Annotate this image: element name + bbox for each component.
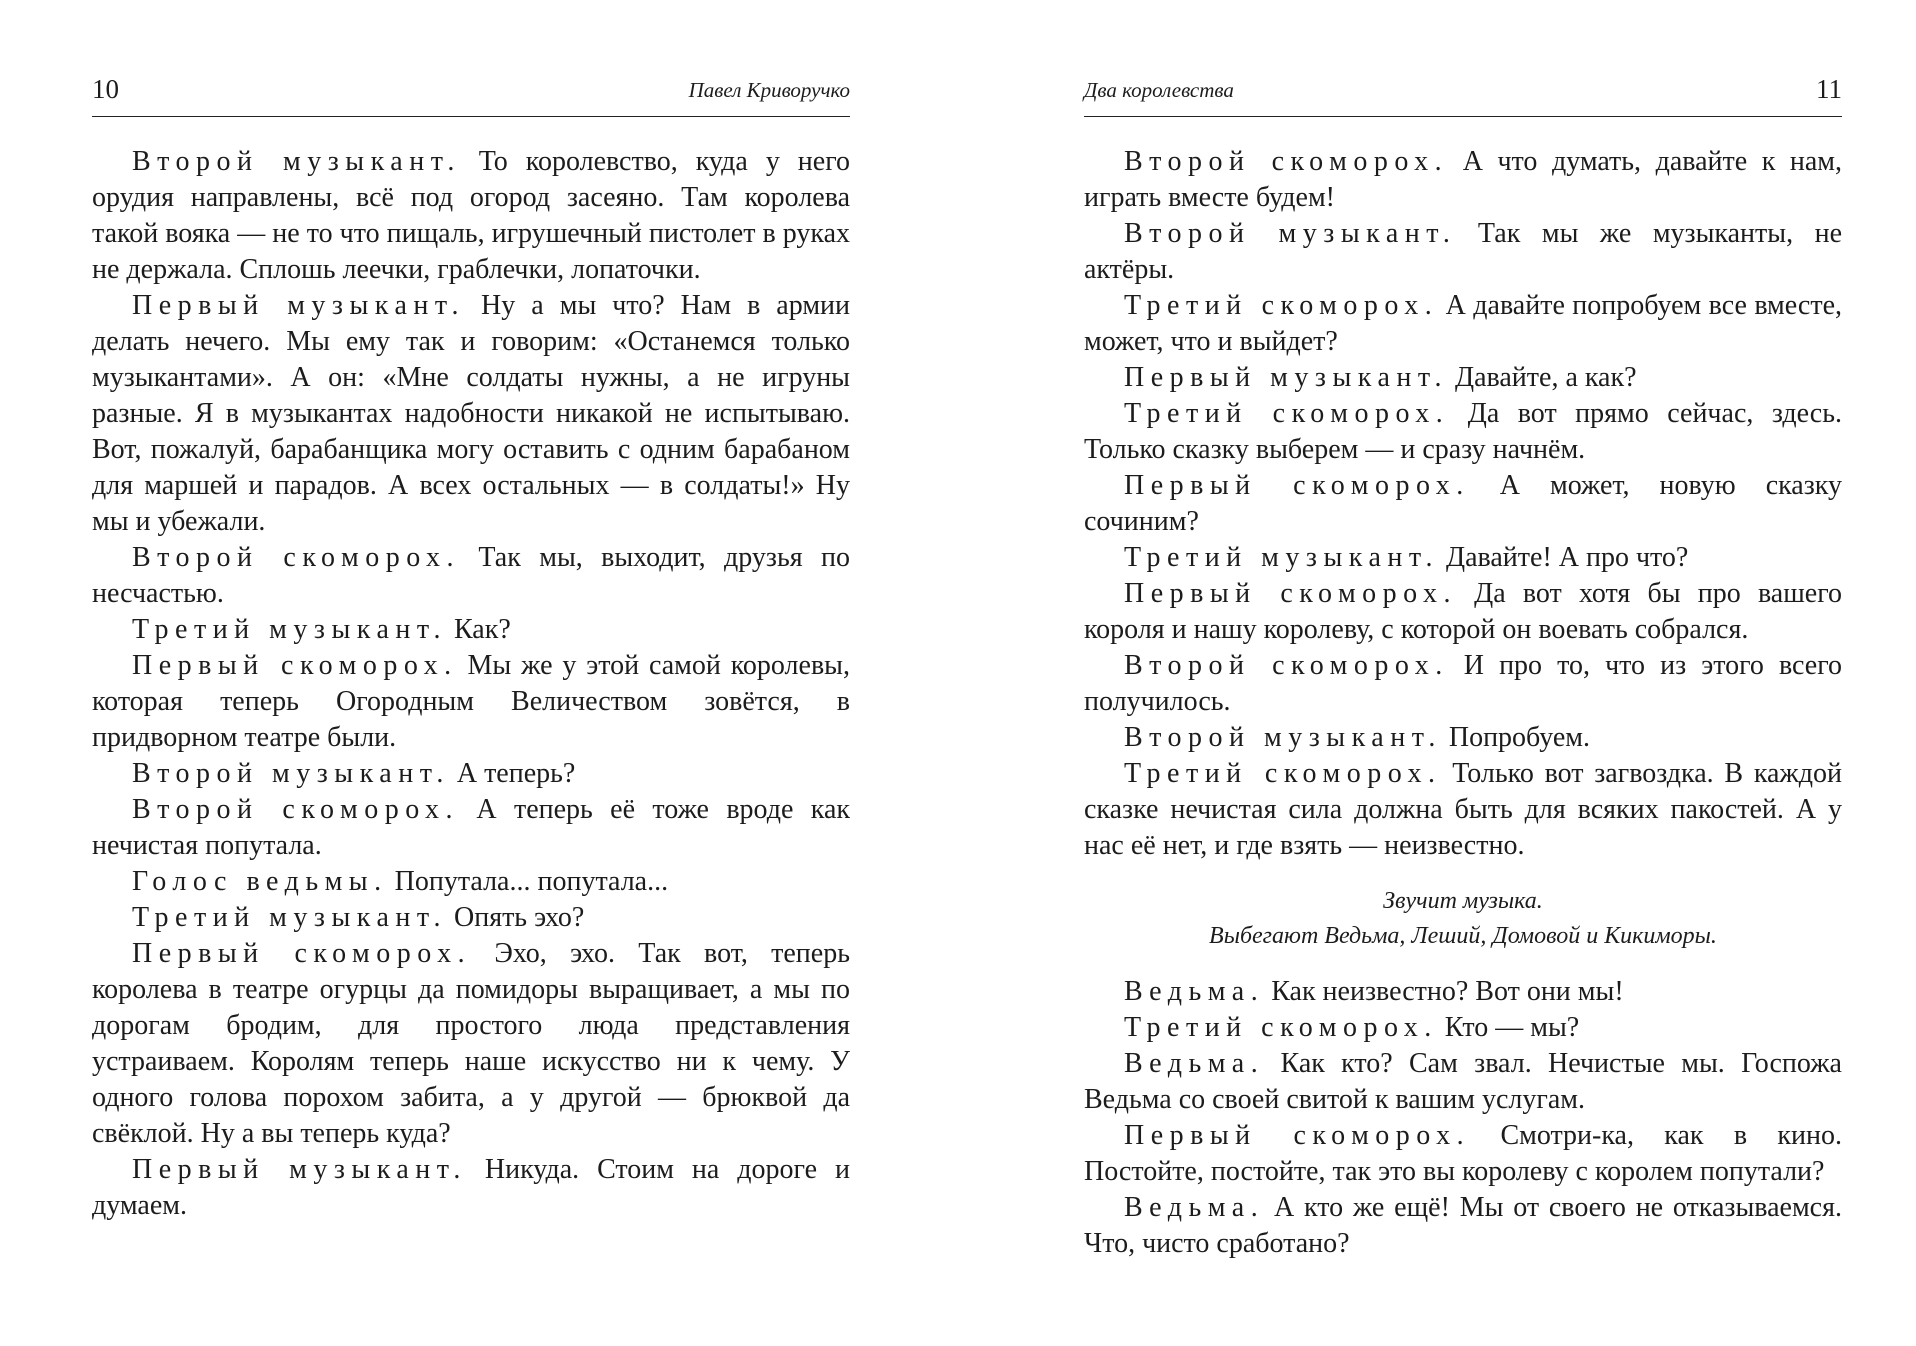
dialogue-paragraph bbox=[1084, 1046, 1842, 1118]
right-body-text bbox=[1084, 144, 1842, 1262]
left-running-title: Павел Криворучко bbox=[688, 78, 850, 102]
speaker-name: Третий музыкант. bbox=[1124, 542, 1439, 573]
speaker-name: Второй скоморох. bbox=[1124, 650, 1449, 681]
dialogue-paragraph bbox=[92, 648, 850, 756]
dialogue-paragraph bbox=[92, 612, 850, 648]
dialogue-text: Эхо, эхо. Так вот, теперь королева в театре огурцы да помидоры выращивает, а мы по дорогам бродим, для простого люда представления устраиваем. Королям теперь наше искусство ни к чему. У одного голова порохом забита, а у другой — брюквой да свёклой. Ну а вы теперь куда? bbox=[92, 938, 850, 1149]
speaker-name: Третий скоморох. bbox=[1124, 290, 1439, 321]
left-body-text bbox=[92, 144, 850, 1224]
dialogue-text: А давайте попробуем все вместе, может, что и выйдет? bbox=[1084, 290, 1842, 357]
dialogue-paragraph bbox=[92, 756, 850, 792]
dialogue-paragraph bbox=[1084, 216, 1842, 288]
dialogue-text: А кто же ещё! Мы от своего не отказываемся. Что, чисто сработано? bbox=[1084, 1192, 1842, 1259]
speaker-name: Второй скоморох. bbox=[132, 794, 459, 825]
stage-direction-line: Выбегают Ведьма, Леший, Домовой и Кикиморы. bbox=[1209, 923, 1717, 949]
dialogue-text: Опять эхо? bbox=[446, 902, 585, 933]
dialogue-text: А может, новую сказку сочиним? bbox=[1084, 470, 1842, 537]
speaker-name: Первый скоморох. bbox=[132, 650, 458, 681]
dialogue-paragraph bbox=[92, 288, 850, 540]
dialogue-text: Мы же у этой самой королевы, которая теперь Огородным Величеством зовётся, в придворном театре были. bbox=[92, 650, 850, 753]
dialogue-paragraph bbox=[1084, 288, 1842, 360]
right-running-title: Два королевства bbox=[1084, 78, 1234, 102]
stage-direction bbox=[1084, 884, 1842, 954]
speaker-name: Ведьма. bbox=[1124, 1048, 1265, 1079]
right-running-head bbox=[1084, 72, 1842, 117]
dialogue-text: Попутала... попутала... bbox=[387, 866, 669, 897]
dialogue-text: Так мы же музыканты, не актёры. bbox=[1084, 218, 1842, 285]
speaker-name: Второй музыкант. bbox=[132, 758, 450, 789]
left-page-number: 10 bbox=[92, 74, 119, 104]
dialogue-paragraph bbox=[92, 792, 850, 864]
speaker-name: Третий музыкант. bbox=[132, 902, 447, 933]
dialogue-text: Никуда. Стоим на дороге и думаем. bbox=[92, 1154, 850, 1221]
dialogue-paragraph bbox=[1084, 468, 1842, 540]
stage-direction-line: Звучит музыка. bbox=[1383, 888, 1543, 914]
dialogue-text: Как? bbox=[446, 614, 511, 645]
dialogue-text: Только вот загвоздка. В каждой сказке нечистая сила должна быть для всяких пакостей. А у нас её нет, и где взять — неизвестно. bbox=[1084, 758, 1842, 861]
dialogue-text: И про то, что из этого всего получилось. bbox=[1084, 650, 1843, 717]
dialogue-paragraph bbox=[1084, 648, 1842, 720]
speaker-name: Первый скоморох. bbox=[1124, 470, 1470, 501]
speaker-name: Первый скоморох. bbox=[1124, 578, 1457, 609]
dialogue-paragraph bbox=[92, 144, 850, 288]
dialogue-paragraph bbox=[1084, 576, 1842, 648]
dialogue-paragraph bbox=[1084, 720, 1842, 756]
dialogue-text: Как неизвестно? Вот они мы! bbox=[1264, 976, 1624, 1007]
dialogue-paragraph bbox=[1084, 396, 1842, 468]
speaker-name: Третий скоморох. bbox=[1124, 758, 1442, 789]
dialogue-paragraph bbox=[1084, 974, 1842, 1010]
dialogue-paragraph bbox=[92, 1152, 850, 1224]
dialogue-text: То королевство, куда у него орудия направлены, всё под огород засеяно. Там королева такой вояка — не то что пищаль, игрушечный пистолет в руках не держала. Сплошь леечки, граблечки, лопаточки. bbox=[92, 146, 851, 285]
speaker-name: Второй музыкант. bbox=[132, 146, 461, 177]
dialogue-paragraph bbox=[1084, 540, 1842, 576]
dialogue-text: А теперь её тоже вроде как нечистая попутала. bbox=[92, 794, 851, 861]
dialogue-paragraph bbox=[1084, 1190, 1842, 1262]
dialogue-paragraph bbox=[92, 900, 850, 936]
dialogue-paragraph bbox=[92, 864, 850, 900]
dialogue-text: Как кто? Сам звал. Нечистые мы. Госпожа Ведьма со своей свитой к вашим услугам. bbox=[1084, 1048, 1842, 1115]
dialogue-text: Кто — мы? bbox=[1437, 1012, 1580, 1043]
right-page bbox=[1084, 0, 1842, 1346]
dialogue-paragraph bbox=[92, 936, 850, 1152]
right-page-number: 11 bbox=[1816, 74, 1842, 104]
speaker-name: Первый скоморох. bbox=[1124, 1120, 1471, 1151]
speaker-name: Третий скоморох. bbox=[1124, 1012, 1438, 1043]
speaker-name: Первый скоморох. bbox=[132, 938, 472, 969]
dialogue-text: А что думать, давайте к нам, играть вместе будем! bbox=[1084, 146, 1843, 213]
dialogue-paragraph bbox=[1084, 144, 1842, 216]
speaker-name: Ведьма. bbox=[1124, 1192, 1265, 1223]
left-running-head bbox=[92, 72, 850, 117]
dialogue-text: Попробуем. bbox=[1441, 722, 1591, 753]
speaker-name: Второй скоморох. bbox=[132, 542, 461, 573]
dialogue-text: Ну а мы что? Нам в армии делать нечего. Мы ему так и говорим: «Останемся только музыкантами». А он: «Мне солдаты нужны, а не игруны разные. Я в музыкантах надобности никакой не испытываю. Вот, пожалуй, барабанщика могу оставить с одним барабаном для маршей и парадов. А всех остальных — в солдаты!» Ну мы и убежали. bbox=[92, 290, 851, 537]
dialogue-paragraph bbox=[1084, 360, 1842, 396]
speaker-name: Первый музыкант. bbox=[1124, 362, 1448, 393]
speaker-name: Голос ведьмы. bbox=[132, 866, 388, 897]
speaker-name: Второй музыкант. bbox=[1124, 218, 1457, 249]
dialogue-text: Смотри-ка, как в кино. Постойте, постойте, так это вы королеву с королем попутали? bbox=[1084, 1120, 1842, 1187]
dialogue-paragraph bbox=[1084, 756, 1842, 864]
dialogue-text: Да вот прямо сейчас, здесь. Только сказку выберем — и сразу начнём. bbox=[1084, 398, 1842, 465]
speaker-name: Ведьма. bbox=[1124, 976, 1265, 1007]
dialogue-text: Да вот хотя бы про вашего короля и нашу королеву, с которой он воевать собрался. bbox=[1084, 578, 1842, 645]
speaker-name: Первый музыкант. bbox=[132, 1154, 467, 1185]
speaker-name: Первый музыкант. bbox=[132, 290, 466, 321]
speaker-name: Третий скоморох. bbox=[1124, 398, 1450, 429]
speaker-name: Второй музыкант. bbox=[1124, 722, 1442, 753]
dialogue-text: Давайте, а как? bbox=[1447, 362, 1637, 393]
dialogue-text: Так мы, выходит, друзья по несчастью. bbox=[92, 542, 851, 609]
dialogue-text: Давайте! А про что? bbox=[1438, 542, 1689, 573]
dialogue-text: А теперь? bbox=[449, 758, 576, 789]
dialogue-paragraph bbox=[1084, 1010, 1842, 1046]
dialogue-paragraph bbox=[1084, 1118, 1842, 1190]
left-page bbox=[92, 0, 850, 1346]
speaker-name: Третий музыкант. bbox=[132, 614, 447, 645]
dialogue-paragraph bbox=[92, 540, 850, 612]
speaker-name: Второй скоморох. bbox=[1124, 146, 1449, 177]
